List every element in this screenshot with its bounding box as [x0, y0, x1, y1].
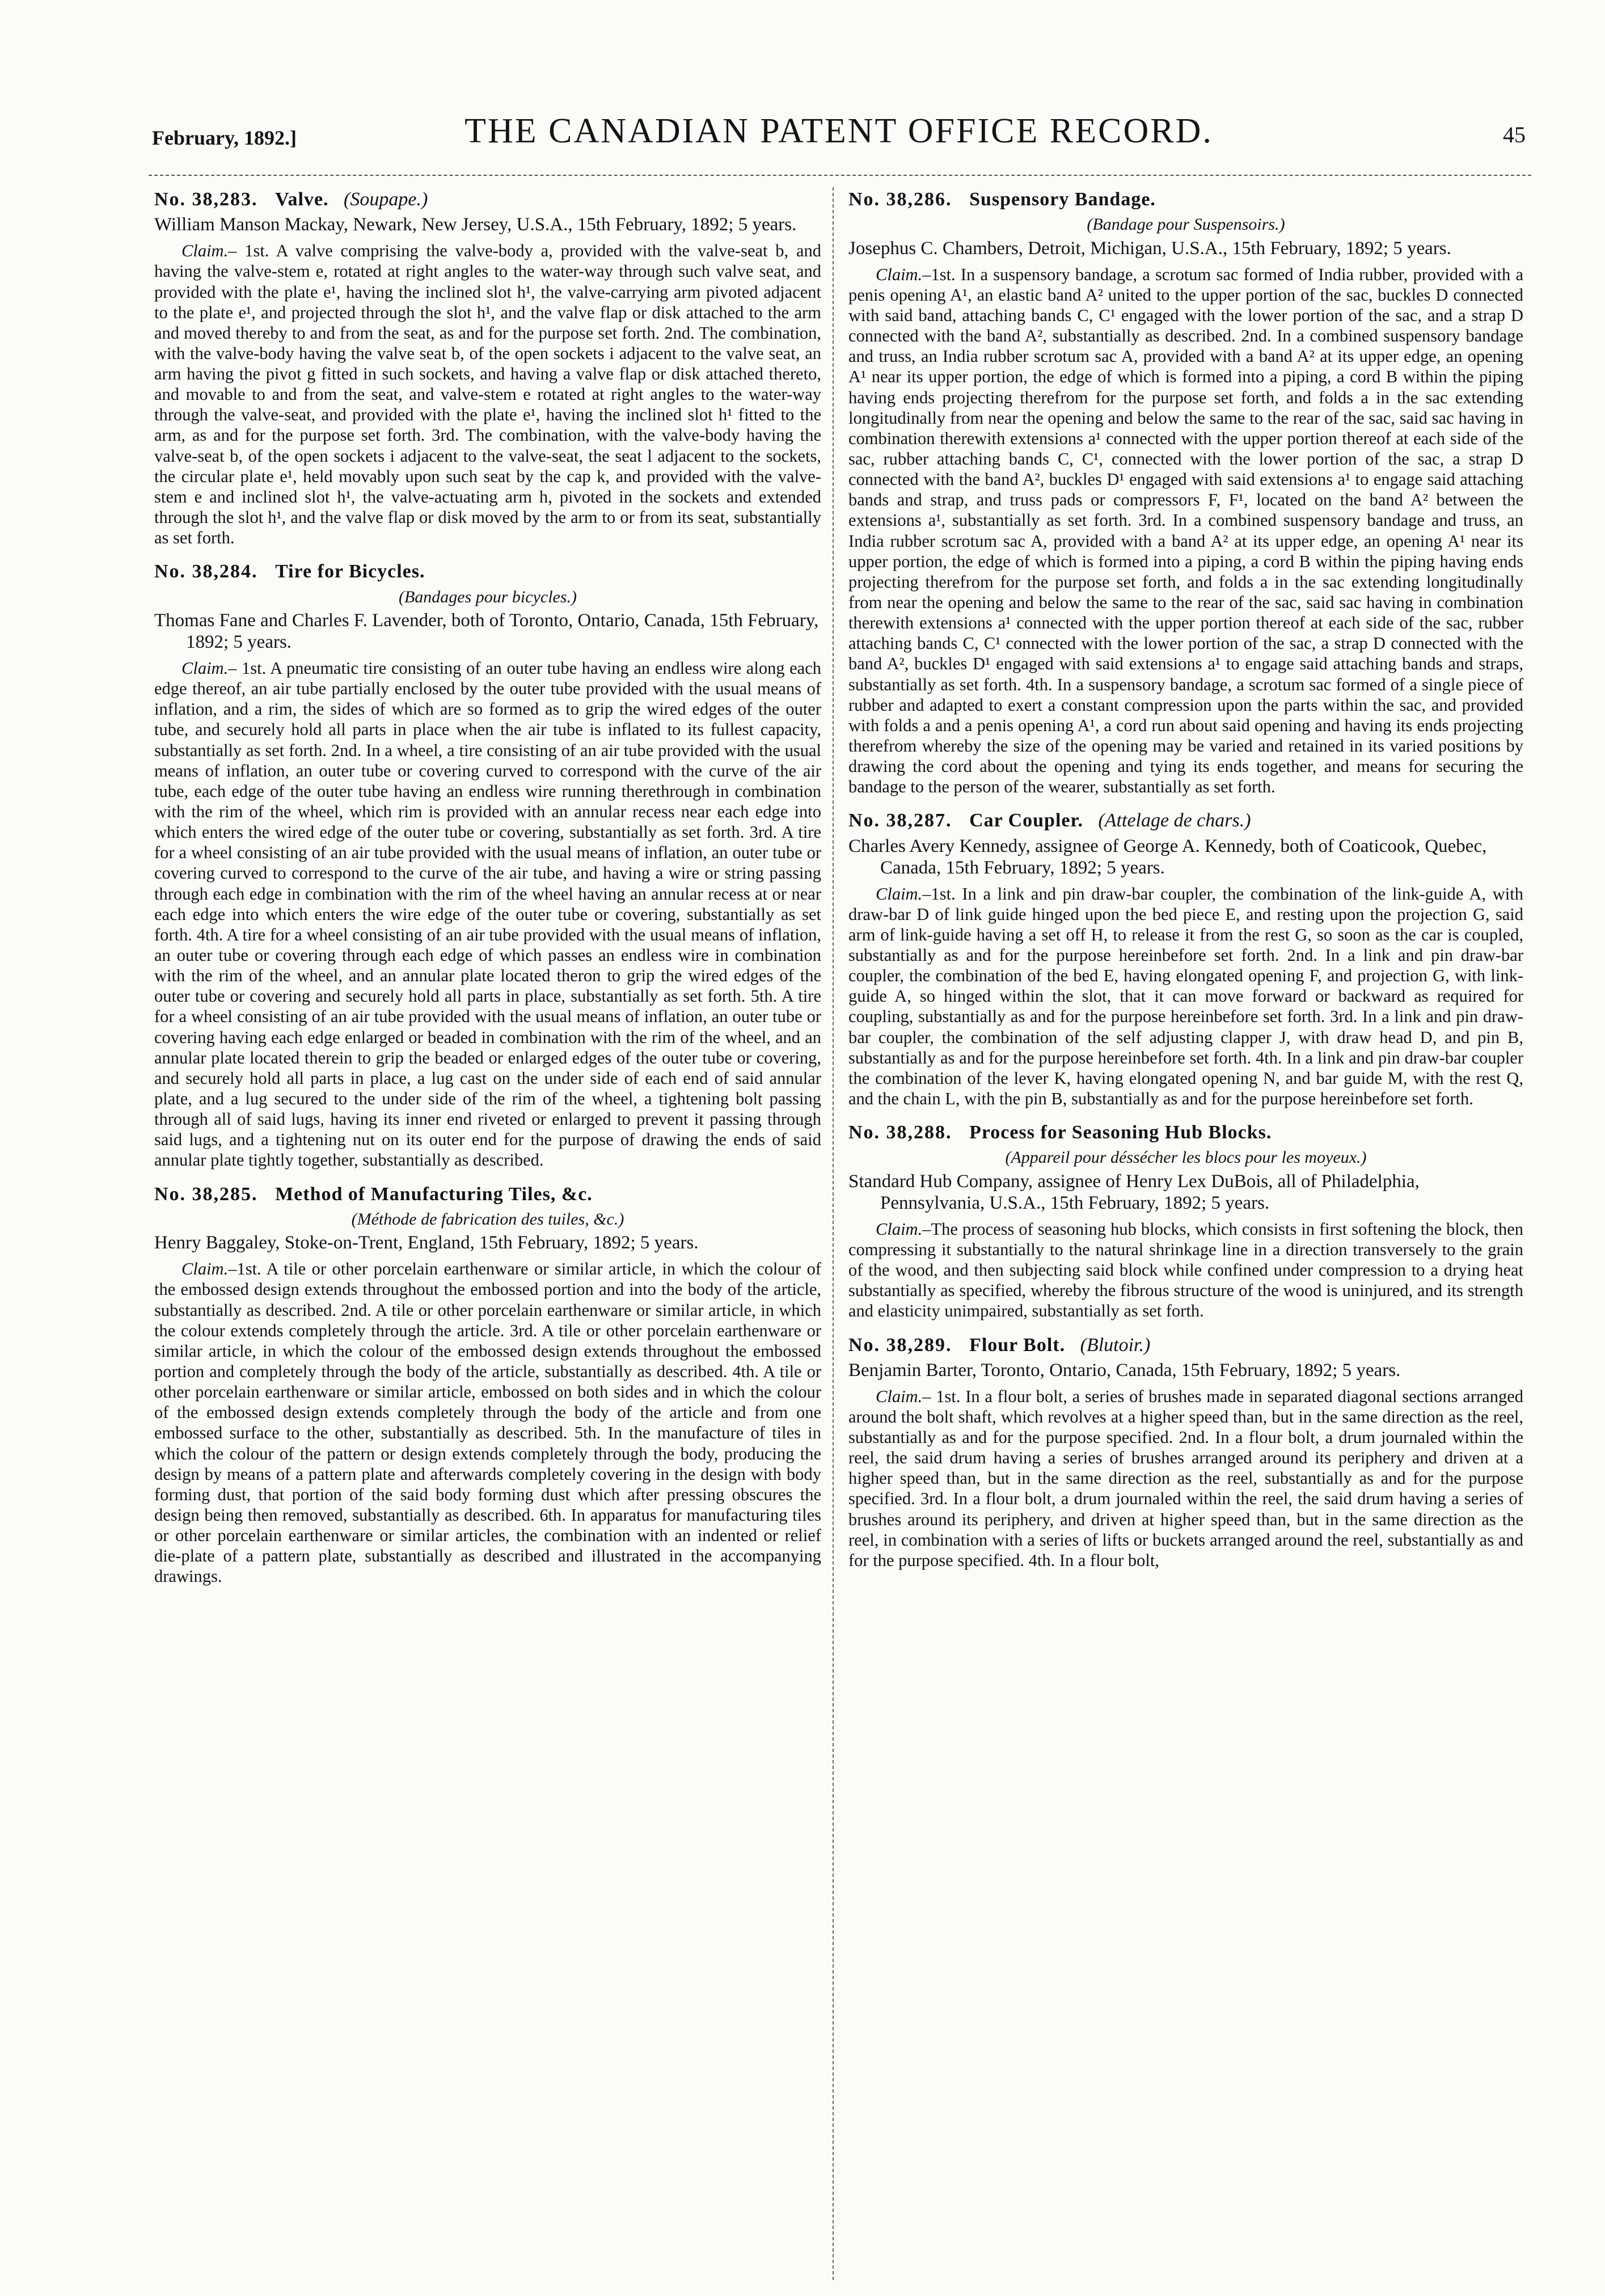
page-header: [152, 111, 1526, 162]
patent-grantee: Charles Avery Kennedy, assignee of George A. Kennedy, both of Coaticook, Quebec, Canada, 15th February, 1892; 5 years.: [848, 835, 1487, 878]
claim-label: Claim.: [181, 659, 229, 678]
patent-french-title: (Soupape.): [344, 189, 428, 210]
patent-title: Car Coupler.: [969, 810, 1083, 832]
claim-text: –1st. In a suspensory bandage, a scrotum sac formed of India rubber, provided with a penis opening A¹, an elastic band A² united to the upper portion of the sac, buckles D connected with said band, attaching bands C, C¹ engaged with the lower portion of the sac, and a strap D connected with the band A², substantially as described. 2nd. In a combined suspensory bandage and truss, an India rubber scrotum sac A, provided with a band A² at its upper edge, an opening A¹ near its upper portion, the edge of which is formed into a piping, a cord B within the piping having ends projecting therefrom for the purpose set forth, and folds a in the sac extending longitudinally from near the opening and below the same to the rear of the sac, said sac having in combination therewith extensions a¹ connected with the upper portion thereof at each side of the sac, rubber attaching bands C, C¹, connected with the lower portion of the sac, a strap D connected with the band A², buckles D¹ engaged with said extensions a¹ to engage said attaching bands and strap, and truss pads or compressors F, F¹, located on the band A² between the extensions a¹, substantially as set forth. 3rd. In a combined suspensory bandage and truss, an India rubber scrotum sac A, provided with a band A² at its upper edge, an opening A¹ near its upper portion, the edge of which is formed into a piping, a cord B within the piping having ends projecting therefrom for the purpose set forth, and folds a in the sac extending longitudinally from near the opening and below the same to the rear of the sac, said sac having in combination therewith extensions a¹ connected with the upper portion thereof at each side of the sac, rubber attaching bands C, C¹ connected with the lower portion of the sac, a strap D connected with the band A², buckles D¹ engaged with said extensions a¹ to engage said attaching bands and straps, substantially as set forth. 4th. In a suspensory bandage, a scrotum sac formed of a single piece of rubber and adapted to exert a constant compression upon the parts within the sac, and provided with folds a and a penis opening A¹, a cord run about said opening and having its ends projecting therefrom whereby the size of the opening may be varied and retained in its varied positions by drawing the cord about the opening and tying its ends together, and means for securing the bandage to the person of the wearer, substantially as set forth.: [848, 264, 1523, 797]
left-column: [154, 186, 821, 2285]
patent-entry-38285: [154, 1183, 821, 1587]
patent-entry-38288: [848, 1121, 1523, 1321]
patent-claims: [848, 884, 1523, 1109]
patent-french-title: (Blutoir.): [1080, 1334, 1151, 1356]
page-number: 45: [1503, 122, 1526, 147]
header-rule: [149, 175, 1531, 176]
patent-grantee: Standard Hub Company, assignee of Henry Lex DuBois, all of Philadelphia, Pennsylvania, U.S.A., 15th February, 1892; 5 years.: [848, 1171, 1420, 1213]
claim-text: – 1st. A valve comprising the valve-body a, provided with the valve-seat b, and having the valve-stem e, rotated at right angles to the water-way through such valve seat, and provided with the plate e¹, having the inclined slot h¹, the valve-carrying arm pivoted adjacent to the plate e¹, and projected through the slot h¹, and the valve flap or disk attached to the arm and moved thereby to and from the seat, as and for the purpose set forth. 2nd. The combination, with the valve-body having the valve seat b, of the open sockets i adjacent to the valve seat, an arm having the pivot g fitted in such sockets, and having a valve flap or disk attached thereto, and movable to and from the seat, and valve-stem e rotated at right angles to the water-way through the valve-seat, and provided with the plate e¹, having the inclined slot h¹ fitted to the arm, as and for the purpose set forth. 3rd. The combination, with the valve-body having the valve-seat b, of the open sockets i adjacent to the valve-seat, the seat l adjacent to the sockets, the circular plate e¹, held movably upon such seat by the cap k, and provided with the valve-stem e and inclined slot h¹, the valve-actuating arm h, pivoted in the sockets and extended through the slot h¹, and the valve flap or disk moved by the arm to or from its seat, substantially as set forth.: [154, 241, 821, 548]
claim-label: Claim.: [876, 1386, 923, 1406]
patent-title: Tire for Bicycles.: [275, 561, 425, 583]
patent-french-title: (Méthode de fabrication des tuiles, &c.): [351, 1209, 624, 1229]
entry-heading: [154, 560, 821, 583]
patent-title: Method of Manufacturing Tiles, &c.: [275, 1183, 593, 1205]
entry-heading: [154, 188, 821, 211]
patent-french-title: (Bandage pour Suspensoirs.): [1087, 215, 1285, 234]
claim-label: Claim.: [181, 241, 229, 261]
patent-number: No. 38,284.: [154, 561, 258, 583]
patent-title: Suspensory Bandage.: [969, 189, 1156, 210]
patent-claims: [848, 1219, 1523, 1322]
entry-heading: [848, 1121, 1523, 1144]
patent-claims: [848, 264, 1523, 797]
entry-heading: [848, 188, 1523, 211]
patent-entry-38289: [848, 1334, 1523, 1571]
patent-number: No. 38,288.: [848, 1122, 952, 1143]
patent-claims: [154, 658, 821, 1171]
claim-text: – 1st. In a flour bolt, a series of brushes made in separated diagonal sections arranged around the bolt shaft, which revolves at a higher speed than, but in the same direction as the reel, substantially as and for the purpose specified. 2nd. In a flour bolt, a drum journaled within the reel, the said drum having a series of brushes arranged around its periphery and driven at a higher speed than, but in the same direction as the reel, substantially as and for the purpose specified. 3rd. In a flour bolt, a drum journaled within the reel, the said drum having a series of brushes around its periphery, and driven at higher speed than, but in the same direction as the reel, in combination with a series of lifts or buckets arranged around the reel, substantially as and for the purpose specified. 4th. In a flour bolt,: [848, 1386, 1523, 1570]
patent-entry-38286: [848, 188, 1523, 797]
patent-claims: [154, 240, 821, 548]
entry-heading: [848, 809, 1523, 832]
patent-entry-38283: [154, 188, 821, 548]
patent-number: No. 38,283.: [154, 189, 258, 210]
claim-label: Claim.: [876, 1219, 923, 1239]
patent-entry-38287: [848, 809, 1523, 1109]
claim-text: –The process of seasoning hub blocks, which consists in first softening the block, then compressing it substantially to the natural shrinkage line in a direction transversely to the grain of the wood, and then subjecting said block while confined under compression to a drying heat substantially as specified, whereby the fibrous structure of the wood is uninjured, and its strength and elasticity unimpaired, substantially as set forth.: [848, 1219, 1523, 1321]
entry-heading: [154, 1183, 821, 1206]
patent-claims: [154, 1259, 821, 1586]
journal-title: THE CANADIAN PATENT OFFICE RECORD.: [464, 112, 1213, 150]
claim-label: Claim.: [181, 1259, 229, 1279]
claim-text: –1st. A tile or other porcelain earthenware or similar article, in which the colour of the embossed design extends throughout the embossed portion and into the body of the article, substantially as described. 2nd. A tile or other porcelain earthenware or similar article, in which the colour extends completely through the article. 3rd. A tile or other porcelain earthenware or similar article, in which the colour of the embossed design extends throughout the embossed portion and completely through the body of the article, substantially as described. 4th. A tile or other porcelain earthenware or similar article, embossed on both sides and in which the colour of the embossed design extends completely through the body of the article and from one embossed surface to the other, substantially as described. 5th. In the manufacture of tiles in which the colour of the pattern or design extends completely through the body, producing the design by means of a pattern plate and afterwards completely covering in the design with body forming dust, that portion of the said body forming dust which after pressing obscures the design being then removed, substantially as described. 6th. In apparatus for manufacturing tiles or other porcelain earthenware or similar articles, the combination with an indented or relief die-plate of a pattern plate, substantially as described and illustrated in the accompanying drawings.: [154, 1259, 821, 1586]
patent-french-title: (Appareil pour déssécher les blocs pour les moyeux.): [1005, 1148, 1367, 1167]
patent-french-title: (Bandages pour bicycles.): [398, 587, 577, 606]
patent-entry-38284: [154, 560, 821, 1170]
column-divider: [833, 187, 834, 2280]
patent-title: Valve.: [275, 189, 329, 210]
patent-title: Flour Bolt.: [969, 1334, 1066, 1356]
right-column: [848, 186, 1523, 2285]
claim-text: – 1st. A pneumatic tire consisting of an outer tube having an endless wire along each edge thereof, an air tube partially enclosed by the outer tube provided with the usual means of inflation, and a rim, the sides of which are so formed as to grip the wired edges of the outer tube, and securely hold all parts in place when the air tube is inflated to its fullest capacity, substantially as set forth. 2nd. In a wheel, a tire consisting of an air tube provided with the usual means of inflation, an outer tube or covering curved to correspond with the curve of the air tube, each edge of the outer tube having an endless wire running therethrough in combination with the rim of the wheel, which rim is provided with an annular recess near each edge into which enters the wired edge of the outer tube or covering, substantially as set forth. 3rd. A tire for a wheel consisting of an air tube provided with the usual means of inflation, an outer tube or covering curved to correspond to the curve of the air tube, and having a wire or string passing through each edge in combination with the rim of the wheel having an annular recess at or near each edge into which enters the wire edge of the outer tube or covering, substantially as set forth. 4th. A tire for a wheel consisting of an air tube provided with the usual means of inflation, an outer tube or covering through each edge of which passes an endless wire in combination with the rim of the wheel, and an annular plate located theron to grip the wired edges of the outer tube or covering and securely hold all parts in place, substantially as set forth. 5th. A tire for a wheel consisting of an air tube provided with the usual means of inflation, an outer tube or covering having each edge enlarged or beaded in combination with the rim of the wheel, and an annular plate located therein to grip the beaded or enlarged edges of the outer tube or covering, and securely hold all parts in place, a lug cast on the under side of each end of said annular plate, and a lug secured to the under side of the rim of the wheel, a tightening bolt passing through all of said lugs, having its inner end riveted or enlarged to prevent it passing through said lugs, and a tightening nut on its outer end for the purpose of drawing the ends of said annular plate tightly together, substantially as described.: [154, 659, 821, 1170]
patent-title: Process for Seasoning Hub Blocks.: [969, 1122, 1272, 1143]
claim-label: Claim.: [876, 264, 923, 284]
patent-grantee: Henry Baggaley, Stoke-on-Trent, England, 15th February, 1892; 5 years.: [154, 1233, 699, 1253]
patent-number: No. 38,289.: [848, 1334, 952, 1356]
entry-heading: [848, 1334, 1523, 1357]
patent-grantee: William Manson Mackay, Newark, New Jersey, U.S.A., 15th February, 1892; 5 years.: [154, 214, 797, 235]
patent-number: No. 38,285.: [154, 1183, 258, 1205]
patent-number: No. 38,286.: [848, 189, 952, 210]
patent-grantee: Josephus C. Chambers, Detroit, Michigan, U.S.A., 15th February, 1892; 5 years.: [848, 238, 1451, 259]
patent-grantee: Benjamin Barter, Toronto, Ontario, Canada, 15th February, 1892; 5 years.: [848, 1360, 1401, 1381]
patent-grantee: Thomas Fane and Charles F. Lavender, both of Toronto, Ontario, Canada, 15th February, 1892; 5 years.: [154, 610, 819, 653]
patent-number: No. 38,287.: [848, 810, 952, 832]
claim-text: –1st. In a link and pin draw-bar coupler, the combination of the link-guide A, with draw-bar D of link guide hinged upon the bed piece E, and resting upon the projection G, said arm of link-guide having a set off H, to release it from the rest G, so soon as the car is coupled, substantially as and for the purpose hereinbefore set forth. 2nd. In a link and pin draw-bar coupler, the combination of the bed E, having elongated opening F, and projection G, with link-guide A, so hinged within the slot, that it can move forward or backward as required for coupling, substantially as and for the purpose hereinbefore set forth. 3rd. In a link and pin draw-bar coupler, the combination of the self adjusting clapper J, with draw head D, and pin B, substantially as and for the purpose hereinbefore set forth. 4th. In a link and pin draw-bar coupler the combination of the lever K, having elongated opening N, and bar guide M, with the rest Q, and the chain L, with the pin B, substantially as and for the purpose hereinbefore set forth.: [848, 884, 1523, 1108]
header-date: February, 1892.]: [152, 126, 297, 149]
claim-label: Claim.: [876, 884, 923, 904]
patent-french-title: (Attelage de chars.): [1098, 810, 1251, 832]
patent-claims: [848, 1386, 1523, 1571]
